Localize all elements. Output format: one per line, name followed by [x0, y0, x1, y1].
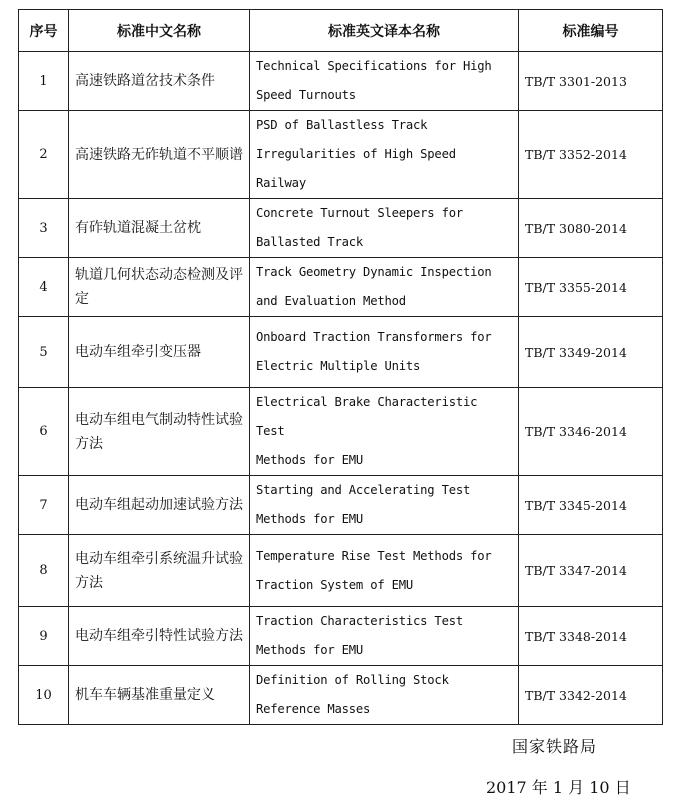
table-row — [19, 111, 663, 199]
standards-table — [18, 9, 663, 725]
issuer-name: 国家铁路局 — [512, 737, 598, 756]
table-row — [19, 52, 663, 111]
row-en-name: Starting and Accelerating Test Methods for EMU — [250, 476, 519, 535]
table-row — [19, 607, 663, 666]
header-code: 标准编号 — [519, 10, 663, 52]
row-cn-name: 轨道几何状态动态检测及评定 — [69, 258, 250, 317]
row-en-name: Temperature Rise Test Methods for Traction System of EMU — [250, 535, 519, 607]
row-cn-name: 电动车组牵引特性试验方法 — [69, 607, 250, 666]
row-no: 6 — [19, 388, 69, 476]
row-no: 8 — [19, 535, 69, 607]
header-no: 序号 — [19, 10, 69, 52]
row-no: 10 — [19, 666, 69, 725]
row-cn-name: 电动车组牵引系统温升试验方法 — [69, 535, 250, 607]
table-header-row — [19, 10, 663, 52]
table-row — [19, 317, 663, 388]
row-code: TB/T 3349-2014 — [519, 317, 663, 388]
row-code: TB/T 3348-2014 — [519, 607, 663, 666]
row-cn-name: 高速铁路无砟轨道不平顺谱 — [69, 111, 250, 199]
table-row — [19, 258, 663, 317]
row-no: 2 — [19, 111, 69, 199]
row-cn-name: 电动车组电气制动特性试验方法 — [69, 388, 250, 476]
header-en-name: 标准英文译本名称 — [250, 10, 519, 52]
row-en-name: Technical Specifications for High Speed Turnouts — [250, 52, 519, 111]
row-en-name: Concrete Turnout Sleepers for Ballasted Track — [250, 199, 519, 258]
row-en-name: Definition of Rolling Stock Reference Masses — [250, 666, 519, 725]
row-cn-name: 电动车组牵引变压器 — [69, 317, 250, 388]
row-en-name: Electrical Brake Characteristic Test Methods for EMU — [250, 388, 519, 476]
row-no: 7 — [19, 476, 69, 535]
row-cn-name: 电动车组起动加速试验方法 — [69, 476, 250, 535]
row-no: 4 — [19, 258, 69, 317]
row-code: TB/T 3345-2014 — [519, 476, 663, 535]
row-no: 1 — [19, 52, 69, 111]
table-row — [19, 535, 663, 607]
row-no: 3 — [19, 199, 69, 258]
row-en-name: Track Geometry Dynamic Inspection and Evaluation Method — [250, 258, 519, 317]
row-cn-name: 机车车辆基准重量定义 — [69, 666, 250, 725]
row-cn-name: 高速铁路道岔技术条件 — [69, 52, 250, 111]
table-row — [19, 388, 663, 476]
row-en-name: PSD of Ballastless Track Irregularities of High Speed Railway — [250, 111, 519, 199]
issue-date: 2017 年 1 月 10 日 — [486, 778, 631, 797]
table-row — [19, 666, 663, 725]
row-cn-name: 有砟轨道混凝土岔枕 — [69, 199, 250, 258]
row-code: TB/T 3352-2014 — [519, 111, 663, 199]
row-code: TB/T 3342-2014 — [519, 666, 663, 725]
row-code: TB/T 3347-2014 — [519, 535, 663, 607]
row-code: TB/T 3080-2014 — [519, 199, 663, 258]
row-code: TB/T 3355-2014 — [519, 258, 663, 317]
row-code: TB/T 3346-2014 — [519, 388, 663, 476]
row-no: 5 — [19, 317, 69, 388]
row-en-name: Onboard Traction Transformers for Electric Multiple Units — [250, 317, 519, 388]
row-no: 9 — [19, 607, 69, 666]
table-row — [19, 199, 663, 258]
row-code: TB/T 3301-2013 — [519, 52, 663, 111]
row-en-name: Traction Characteristics Test Methods for EMU — [250, 607, 519, 666]
table-row — [19, 476, 663, 535]
header-cn-name: 标准中文名称 — [69, 10, 250, 52]
